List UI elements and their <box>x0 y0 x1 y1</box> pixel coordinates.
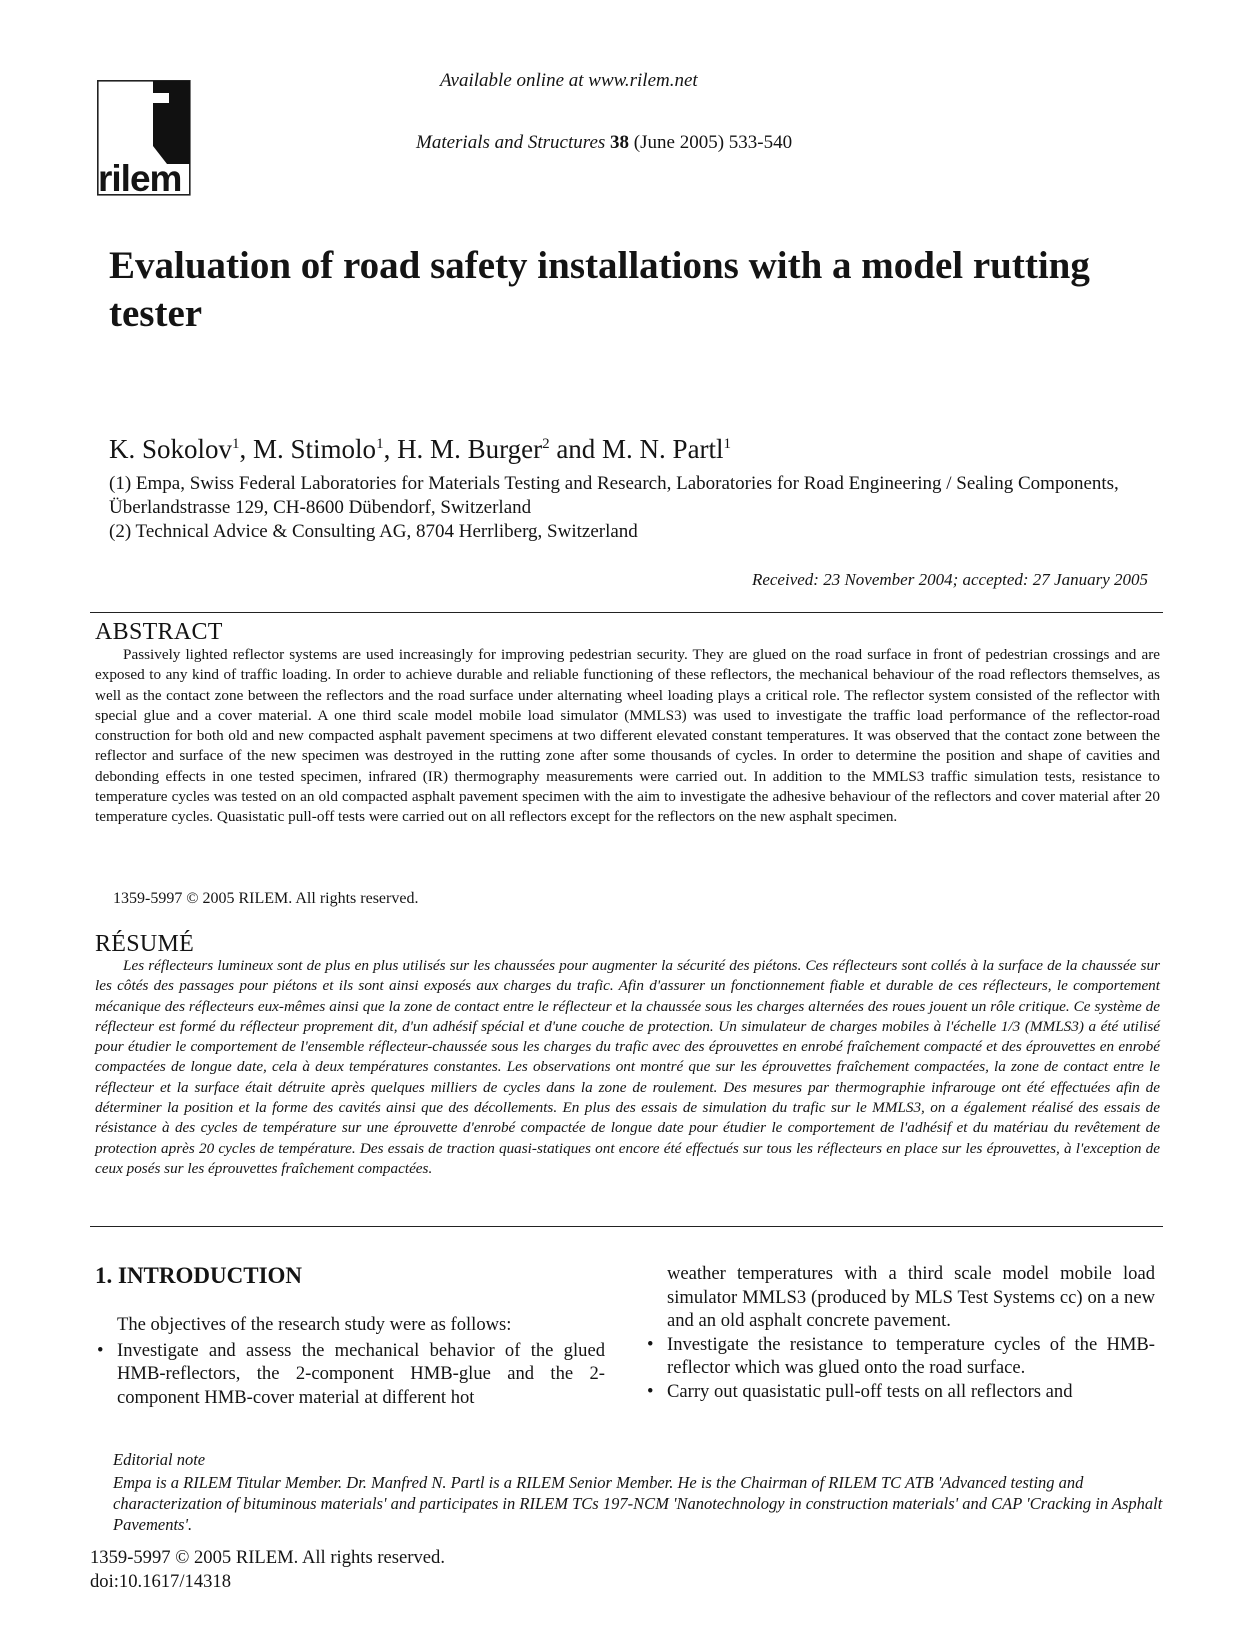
author-name: M. N. Partl <box>602 434 724 464</box>
intro-left-column <box>95 1313 605 1409</box>
received-dates: Received: 23 November 2004; accepted: 27 January 2005 <box>751 570 1148 589</box>
objective-1: • Investigate and assess the mechanical behavior of the glued HMB-reflectors, the 2-component HMB-glue and the 2-component HMB-cover material at different hot <box>95 1339 605 1410</box>
affiliation-2: (2) Technical Advice & Consulting AG, 8704 Herrliberg, Switzerland <box>109 521 638 542</box>
resume-body: Les réflecteurs lumineux sont de plus en plus utilisés sur les chaussées pour augmenter la sécurité des piétons. Ces réflecteurs sont collés à la surface de la chaussée sur les côtés des passages pour piétons et ils sont ainsi exposés aux charges du trafic. Afin d'assurer un fonctionnement fiable et durable de ces réflecteurs, le comportement mécanique des réflecteurs eux-mêmes ainsi que la zone de contact entre le réflecteur et la chaussée sous les charges alternées des roues jouent un rôle critique. Ce système de réflecteur est formé du réflecteur proprement dit, d'un adhésif spécial et d'une couche de protection. Un simulateur de charges mobiles à l'échelle 1/3 (MMLS3) a été utilisé pour étudier le comportement de l'ensemble réflecteur-chaussée sous les charges du trafic avec des éprouvettes en enrobé fraîchement compacté et des éprouvettes en enrobé compactées de longue date, cela à deux températures constantes. Les observations ont montré que sur les éprouvettes fraîchement compactées, la zone de contact entre le réflecteur et la surface était détruite après quelques milliers de cycles dans la zone de roulement. Des mesures par thermographie infrarouge ont été effectuées afin de déterminer la position et la forme des cavités ainsi que des décollements. En plus des essais de simulation du trafic sur le MMLS3, on a également réalisé des essais de résistance à des cycles de température sur une éprouvette d'enrobé compactée de longue date pour étudier le comportement de l'adhésif et du matériau du revêtement de protection après 20 cycles de température. Des essais de traction quasi-statiques ont encore été effectués sur tous les réflecteurs en place sur les éprouvettes, à l'exception de ceux posés sur les éprouvettes fraîchement compactées. <box>95 957 1160 1177</box>
intro-lead: The objectives of the research study were as follows: <box>117 1314 512 1335</box>
editorial-note-title: Editorial note <box>113 1450 206 1469</box>
author-separator: , <box>383 434 398 464</box>
intro-right-column <box>645 1262 1155 1403</box>
availability-note: Available online at www.rilem.net <box>440 70 698 91</box>
affiliations <box>109 472 1159 544</box>
divider-top <box>90 612 1163 613</box>
abstract-heading: ABSTRACT <box>95 619 223 645</box>
objective-2: • Investigate the resistance to temperature cycles of the HMB-reflector which was glued onto the road surface. <box>645 1333 1155 1380</box>
author-separator: , <box>239 434 254 464</box>
journal-citation <box>416 132 792 154</box>
objective-1-continued: weather temperatures with a third scale model mobile load simulator MMLS3 (produced by MLS Test Systems cc) on a new and an old asphalt concrete pavement. <box>667 1263 1155 1331</box>
rilem-logo-wordmark: rilem <box>98 158 182 199</box>
article-title: Evaluation of road safety installations with a model rutting tester <box>109 244 1090 335</box>
objective-3: • Carry out quasistatic pull-off tests on all reflectors and <box>645 1380 1155 1404</box>
abstract-copyright: 1359-5997 © 2005 RILEM. All rights reserved. <box>113 890 419 907</box>
introduction-heading: 1. INTRODUCTION <box>95 1263 303 1288</box>
author-separator: and <box>549 434 603 464</box>
journal-issue: (June 2005) 533-540 <box>633 132 793 153</box>
footer <box>90 1546 445 1594</box>
author-affiliation-mark: 1 <box>232 436 240 452</box>
editorial-note-body: Empa is a RILEM Titular Member. Dr. Manfred N. Partl is a RILEM Senior Member. He is the Chairman of RILEM TC ATB 'Advanced testing and characterization of bituminous materials' and participates in RILEM TCs 197-NCM 'Nanotechnology in construction materials' and CAP 'Cracking in Asphalt Pavements'. <box>113 1473 1163 1534</box>
author-affiliation-mark: 2 <box>542 436 550 452</box>
author-name: K. Sokolov <box>109 434 233 464</box>
footer-doi: doi:10.1617/14318 <box>90 1571 232 1592</box>
footer-copyright: 1359-5997 © 2005 RILEM. All rights reserved. <box>90 1547 445 1568</box>
resume-heading: RÉSUMÉ <box>95 931 195 957</box>
author-affiliation-mark: 1 <box>723 436 732 452</box>
journal-name: Materials and Structures <box>416 132 606 153</box>
author-name: M. Stimolo <box>253 434 377 464</box>
journal-volume: 38 <box>610 132 630 153</box>
author-name: H. M. Burger <box>397 434 543 464</box>
author-affiliation-mark: 1 <box>376 436 384 452</box>
author-list <box>109 433 731 465</box>
divider-bottom <box>90 1226 1163 1227</box>
abstract-body: Passively lighted reflector systems are used increasingly for improving pedestrian security. They are glued on the road surface in front of pedestrian crossings and are exposed to any kind of traffic loading. In order to achieve durable and reliable functioning of these reflectors, the mechanical behaviour of the road reflectors themselves, as well as the contact zone between the reflectors and the road surface under alternating wheel loading plays a critical role. The reflector system consisted of the reflector with special glue and a cover material. A one third scale model mobile load simulator (MMLS3) was used to investigate the traffic load performance of the reflector-road construction for both old and new compacted asphalt pavement specimens at two different elevated constant temperatures. It was observed that the contact zone between the reflector and surface of the new specimen was destroyed in the rutting zone after some thousands of cycles. In order to determine the position and shape of cavities and debonding effects in one tested specimen, infrared (IR) thermography measurements were carried out. In addition to the MMLS3 traffic simulation tests, resistance to temperature cycles was tested on an old compacted asphalt pavement specimen with the aim to investigate the adhesive behaviour of the reflectors and cover material after 20 temperature cycles. Quasistatic pull-off tests were carried out on all reflectors except for the reflectors on the new asphalt specimen. <box>95 646 1160 826</box>
affiliation-1: (1) Empa, Swiss Federal Laboratories for Materials Testing and Research, Laboratories for Road Engineering / Sealing Components, Überlandstrasse 129, CH-8600 Dübendorf, Switzerland <box>109 473 1119 518</box>
